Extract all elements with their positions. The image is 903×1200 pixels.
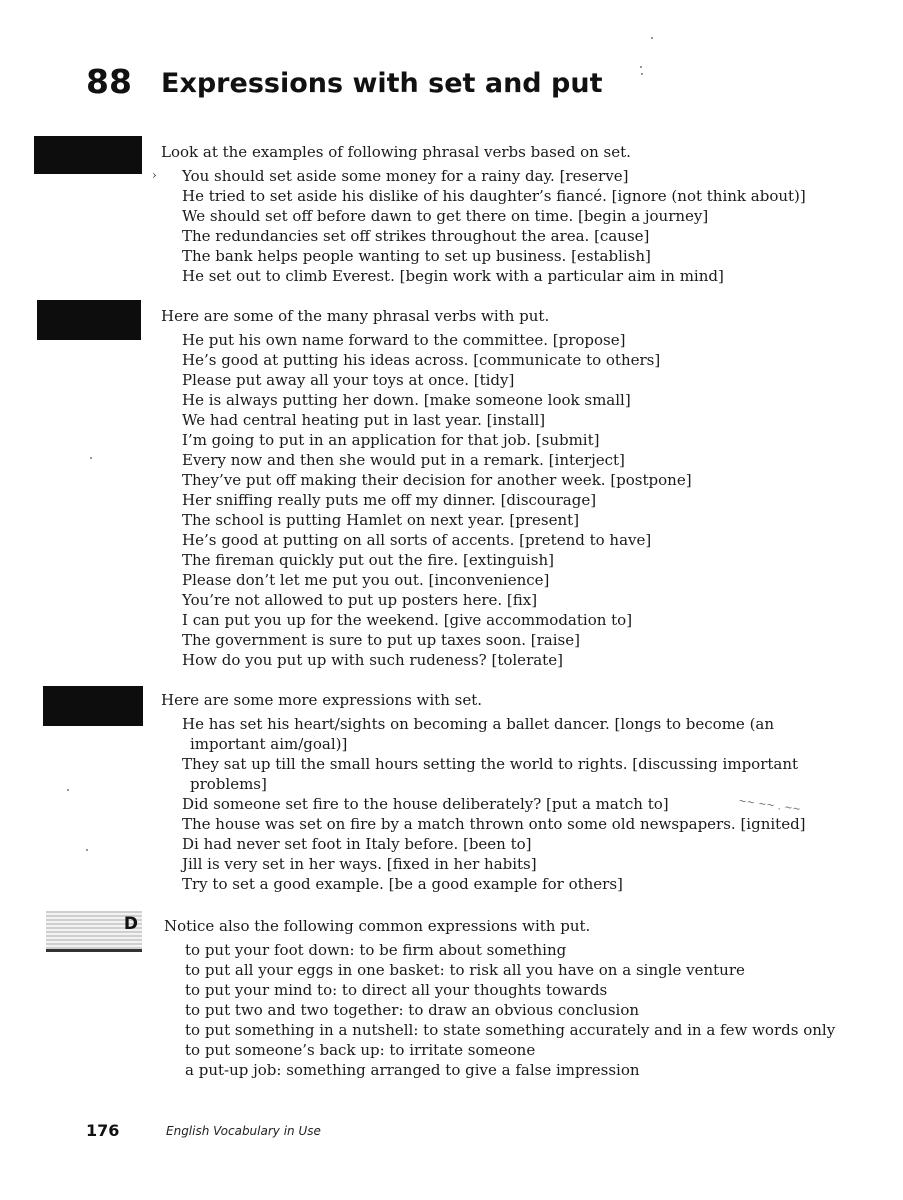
example-line: Her sniffing really puts me off my dinner. [discourage] xyxy=(182,491,597,509)
example-line: He put his own name forward to the committee. [propose] xyxy=(182,331,626,349)
scan-speck xyxy=(86,849,88,851)
section-c-marker xyxy=(43,686,143,726)
section-b-marker xyxy=(37,300,141,340)
section-a-intro: Look at the examples of following phrasal verbs based on set. xyxy=(161,143,631,161)
example-line: The school is putting Hamlet on next year. [present] xyxy=(182,511,580,529)
example-line: Di had never set foot in Italy before. [been to] xyxy=(182,835,532,853)
example-line: Please put away all your toys at once. [tidy] xyxy=(182,371,515,389)
scan-speck xyxy=(67,789,69,791)
scan-speck xyxy=(90,457,92,459)
example-line: I’m going to put in an application for that job. [submit] xyxy=(182,431,600,449)
example-line: The government is sure to put up taxes soon. [raise] xyxy=(182,631,580,649)
example-line: You’re not allowed to put up posters here. [fix] xyxy=(182,591,538,609)
section-b-intro: Here are some of the many phrasal verbs with put. xyxy=(161,307,550,325)
example-line: I can put you up for the weekend. [give accommodation to] xyxy=(182,611,633,629)
section-d-letter: D xyxy=(123,914,138,934)
unit-number: 88 xyxy=(86,62,132,101)
example-line: He has set his heart/sights on becoming a ballet dancer. [longs to become (an important aim/goal)] xyxy=(182,715,775,753)
example-line: The house was set on fire by a match thrown onto some old newspapers. [ignited] xyxy=(182,815,806,833)
expression-line: to put two and two together: to draw an obvious conclusion xyxy=(185,1001,640,1019)
example-line: The fireman quickly put out the fire. [extinguish] xyxy=(182,551,554,569)
example-line: He’s good at putting on all sorts of accents. [pretend to have] xyxy=(182,531,652,549)
expression-line: to put all your eggs in one basket: to risk all you have on a single venture xyxy=(185,961,745,979)
scan-speck xyxy=(641,73,643,75)
example-line: Jill is very set in her ways. [fixed in her habits] xyxy=(182,855,537,873)
expression-line: to put something in a nutshell: to state something accurately and in a few words only xyxy=(185,1021,836,1039)
example-line: The redundancies set off strikes throughout the area. [cause] xyxy=(182,227,650,245)
handwritten-scrawl: ~~ ~~ . ~~ xyxy=(737,795,802,816)
example-line: Did someone set fire to the house deliberately? [put a match to] xyxy=(182,795,669,813)
section-a xyxy=(161,142,806,286)
section-b xyxy=(161,306,692,670)
example-line: They’ve put off making their decision for another week. [postpone] xyxy=(182,471,692,489)
example-line: Every now and then she would put in a remark. [interject] xyxy=(182,451,625,469)
example-line: He set out to climb Everest. [begin work with a particular aim in mind] xyxy=(182,267,724,285)
expression-line: to put your mind to: to direct all your thoughts towards xyxy=(185,981,608,999)
example-line: The bank helps people wanting to set up business. [establish] xyxy=(182,247,651,265)
section-d-marker xyxy=(46,911,142,952)
book-title: English Vocabulary in Use xyxy=(166,1124,321,1138)
scan-speck xyxy=(640,66,642,68)
example-line: He’s good at putting his ideas across. [communicate to others] xyxy=(182,351,661,369)
section-a-marker xyxy=(34,136,142,174)
section-d-examples xyxy=(164,940,835,1080)
example-line: Try to set a good example. [be a good example for others] xyxy=(182,875,623,893)
example-line: He is always putting her down. [make someone look small] xyxy=(182,391,631,409)
section-d xyxy=(164,916,835,1080)
example-line: He tried to set aside his dislike of his daughter’s fiancé. [ignore (not think about)] xyxy=(182,187,806,205)
page-number: 176 xyxy=(86,1121,120,1140)
example-line: We had central heating put in last year. [install] xyxy=(182,411,546,429)
expression-line: to put someone’s back up: to irritate someone xyxy=(185,1041,536,1059)
scan-speck xyxy=(651,37,653,39)
example-line: You should set aside some money for a rainy day. [reserve] xyxy=(182,167,629,185)
stray-mark: › xyxy=(152,168,157,182)
example-line: They sat up till the small hours setting the world to rights. [discussing important problems] xyxy=(182,755,799,793)
example-line: How do you put up with such rudeness? [tolerate] xyxy=(182,651,563,669)
expression-line: a put-up job: something arranged to give a false impression xyxy=(185,1061,640,1079)
example-line: Please don’t let me put you out. [inconvenience] xyxy=(182,571,550,589)
example-line: We should set off before dawn to get there on time. [begin a journey] xyxy=(182,207,709,225)
section-c-intro: Here are some more expressions with set. xyxy=(161,691,482,709)
expression-line: to put your foot down: to be firm about something xyxy=(185,941,567,959)
section-b-examples xyxy=(161,330,692,670)
unit-title: Expressions with set and put xyxy=(161,68,603,99)
section-a-examples xyxy=(161,166,806,286)
section-c xyxy=(161,690,850,894)
section-d-intro: Notice also the following common expressions with put. xyxy=(164,917,591,935)
